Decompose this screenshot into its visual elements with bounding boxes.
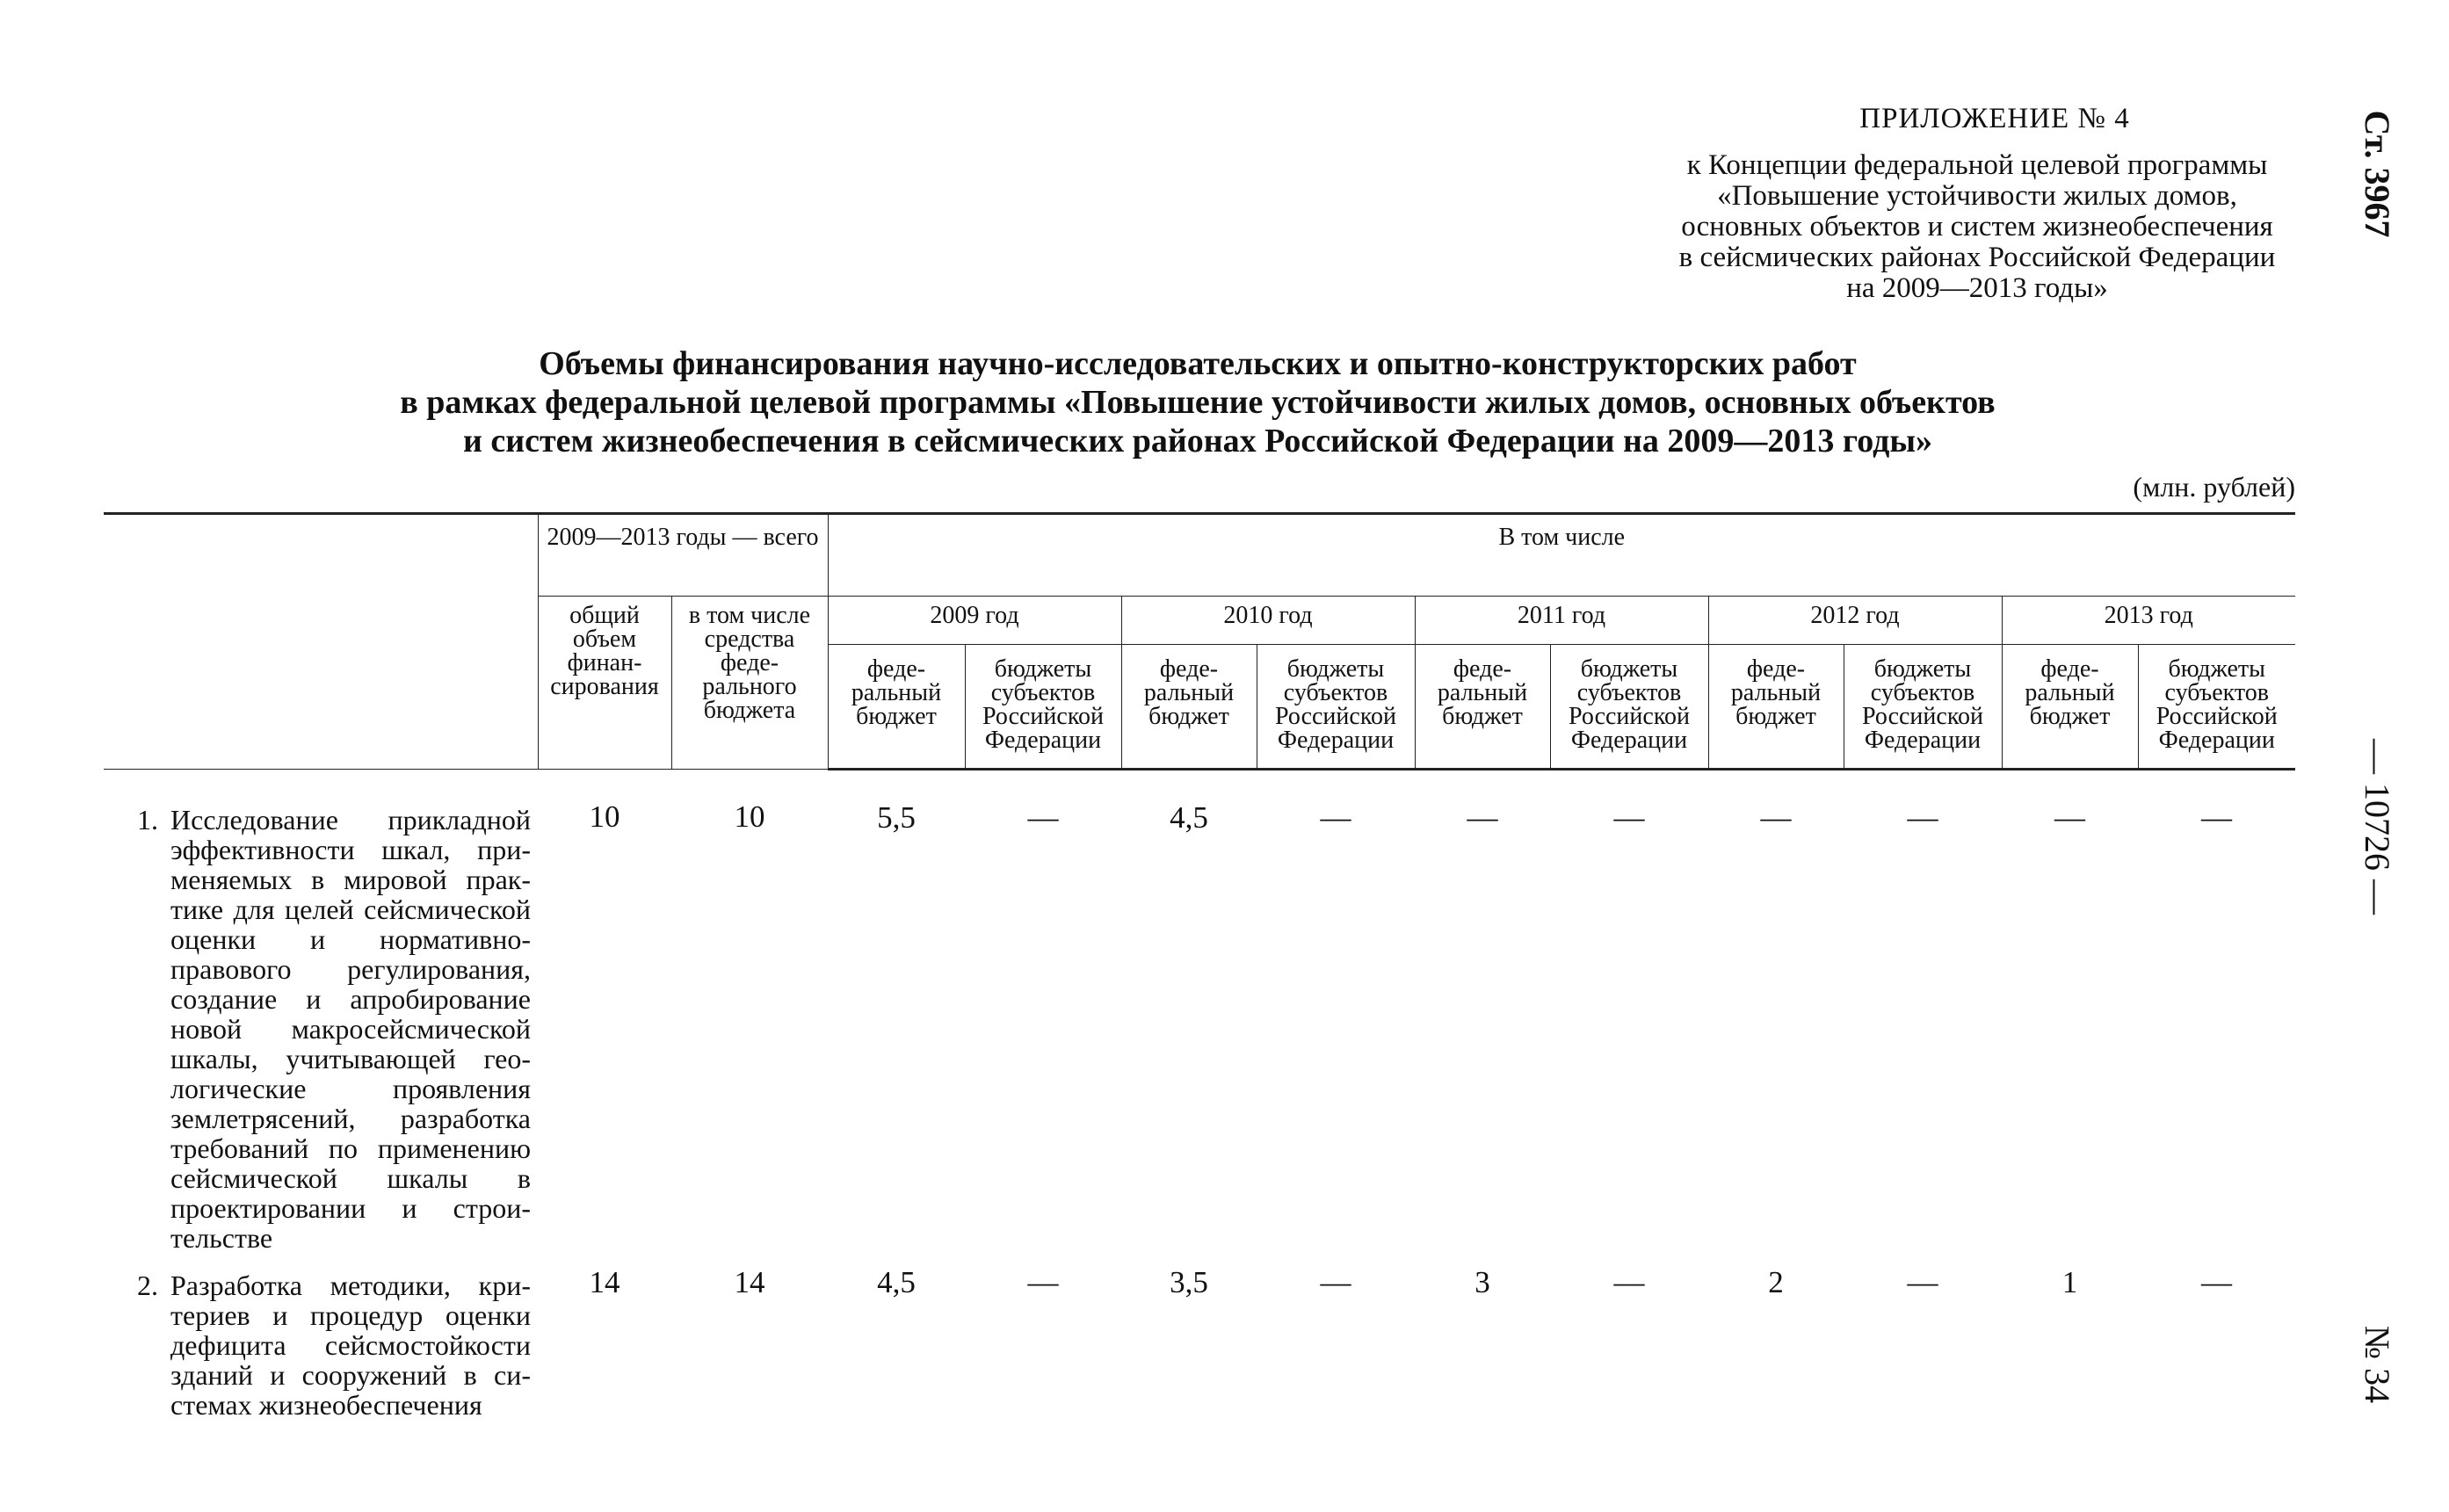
row-name-cell — [104, 770, 538, 1254]
row-name-cell — [104, 1253, 538, 1420]
header-federal: феде- ральный бюджет — [828, 645, 965, 770]
appendix-title: ПРИЛОЖЕНИЕ № 4 — [1859, 103, 2130, 134]
value-2013-regional: — — [2201, 1265, 2232, 1299]
appendix-line: «Повышение устойчивости жилых домов, — [1717, 180, 2237, 212]
value-total-federal: 10 — [734, 799, 765, 834]
header-regional: бюджеты субъектов Российской Федерации — [2138, 645, 2295, 770]
header-regional: бюджеты субъектов Российской Федерации — [1550, 645, 1708, 770]
row-name: Исследование прикладной эффективности шкал, применяемых в мировой практике для целей сейсмической оценки и нормативно-правового регулирования, создание и апробирование новой макросейсмической шкалы, учитывающей геологические проявления землетрясений, разработка требований по применению сейсмической шкалы в проектировании и строительстве — [170, 804, 531, 1254]
row-name: Разработка методики, критериев и процедур оценки дефицита сейсмостойкости зданий и сооружений в системах жизнеобеспечения — [170, 1270, 531, 1421]
issue-number: № 34 — [2358, 1325, 2397, 1404]
header-year: 2010 год — [1121, 597, 1415, 645]
header-regional: бюджеты субъектов Российской Федерации — [1257, 645, 1415, 770]
header-federal: феде- ральный бюджет — [2002, 645, 2138, 770]
header-federal: феде- ральный бюджет — [1415, 645, 1550, 770]
value-2010-federal: 3,5 — [1170, 1265, 1208, 1299]
header-total-federal: в том числе средства феде- рального бюджета — [671, 597, 828, 770]
value-2010-federal: 4,5 — [1170, 800, 1208, 835]
value-2012-federal: — — [1760, 800, 1792, 835]
title-line: в рамках федеральной целевой программы «Повышение устойчивости жилых домов, основных объектов — [400, 384, 1996, 421]
title-line: и систем жизнеобеспечения в сейсмических районах Российской Федерации на 2009—2013 годы» — [462, 423, 1933, 459]
header-total-volume: общий объем финан- сирования — [538, 597, 671, 770]
value-2009-federal: 5,5 — [877, 800, 916, 835]
value-total-volume: 10 — [589, 799, 620, 834]
page-label: Ст. 3967 — [2358, 110, 2397, 238]
title-line: Объемы финансирования научно-исследовательских и опытно-конструкторских работ — [539, 345, 1857, 382]
appendix-line: основных объектов и систем жизнеобеспечения — [1681, 211, 2273, 242]
value-total-federal: 14 — [734, 1265, 765, 1299]
header-year: 2013 год — [2002, 597, 2295, 645]
value-2011-federal: 3 — [1474, 1265, 1490, 1299]
value-2012-regional: — — [1907, 800, 1938, 835]
row-number: 1. — [137, 804, 158, 836]
page-number: — 10726 — — [2358, 739, 2397, 915]
unit-label: (млн. рублей) — [2133, 471, 2295, 503]
table-row — [104, 770, 2295, 1254]
value-2013-regional: — — [2201, 800, 2232, 835]
appendix-line: на 2009—2013 годы» — [1846, 272, 2108, 304]
header-regional: бюджеты субъектов Российской Федерации — [1844, 645, 2002, 770]
document-title — [104, 344, 2292, 460]
financing-table — [104, 512, 2295, 1420]
header-year: 2011 год — [1415, 597, 1708, 645]
value-2011-regional: — — [1613, 800, 1645, 835]
value-2012-regional: — — [1907, 1265, 1938, 1299]
appendix-line: к Концепции федеральной целевой программы — [1686, 149, 2268, 181]
header-blank — [104, 514, 538, 770]
value-2009-federal: 4,5 — [877, 1265, 916, 1299]
row-number: 2. — [137, 1270, 158, 1301]
header-federal: феде- ральный бюджет — [1121, 645, 1257, 770]
value-total-volume: 14 — [589, 1265, 620, 1299]
value-2009-regional: — — [1027, 800, 1059, 835]
table-row — [104, 1253, 2295, 1420]
header-year: 2012 год — [1708, 597, 2002, 645]
value-2012-federal: 2 — [1768, 1265, 1784, 1299]
header-total-group: 2009—2013 годы — всего — [538, 514, 828, 597]
value-2010-regional: — — [1320, 1265, 1351, 1299]
value-2009-regional: — — [1027, 1265, 1059, 1299]
value-2013-federal: — — [2054, 800, 2085, 835]
value-2011-regional: — — [1613, 1265, 1645, 1299]
value-2010-regional: — — [1320, 800, 1351, 835]
header-federal: феде- ральный бюджет — [1708, 645, 1844, 770]
appendix-line: в сейсмических районах Российской Федерации — [1678, 242, 2276, 273]
header-including-group: В том числе — [828, 514, 2295, 597]
header-year: 2009 год — [828, 597, 1121, 645]
header-regional: бюджеты субъектов Российской Федерации — [965, 645, 1121, 770]
value-2013-federal: 1 — [2061, 1265, 2078, 1299]
appendix-block — [1643, 104, 2311, 304]
value-2011-federal: — — [1467, 800, 1498, 835]
